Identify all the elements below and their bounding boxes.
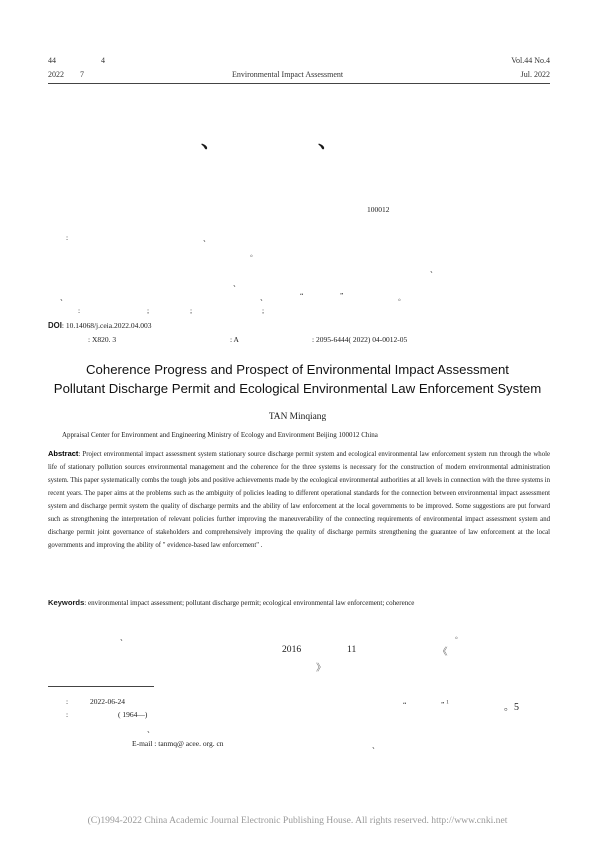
abstract-text: : Project environmental impact assessment system stationary source discharge permit system and ecological environmental law enforcement system run through the whole life of stationary pollution sources environmental management and the coherence for the three systems is necessary for the construction of modern environmental administration system. This paper systematically combs the tough jobs and positive achievements made by the ecological environmental authorities at all levels in connection with the three systems in recent years. The paper aims at the problems such as the ambiguity of policies leading to different operational standards for the connection between environmental impact assessment system and discharge permit system the quality of discharge permits and the ability of law enforcement at the local governments to be improved. Some suggestions are put forward such as strengthening the interpretation of relevant policies further improving the maneuverability of the connecting requirements of environmental impact assessment system and discharge permit joint governance of stakeholders and comprehensively improving the quality of discharge permits strengthening the guarantee of law enforcement at the local governments and improving the ability of " evidence-based law enforcement" . — [48, 451, 550, 549]
title-cn-mark-2: 、 — [318, 130, 338, 152]
body-bracket-close: 》 — [316, 663, 326, 674]
header-vol-issue-en: Vol.44 No.4 — [511, 56, 550, 65]
copyright-footer: (C)1994-2022 China Academic Journal Electronic Publishing House. All rights reserved. http://www.cnki.net — [87, 815, 508, 826]
header-volume: 44 — [48, 56, 56, 65]
header-date-en: Jul. 2022 — [520, 70, 550, 79]
header-issue: 4 — [101, 56, 105, 65]
cn-abstract-quote-close: ” — [340, 291, 344, 300]
title-cn-mark-1: 、 — [201, 130, 221, 152]
cn-abstract-mark: 、 — [233, 279, 241, 288]
cn-abstract-quote-open: “ — [300, 291, 304, 300]
footnote-author-colon: : — [66, 710, 69, 719]
body-bracket-open: 《 — [438, 647, 448, 658]
footnote-right-quote-close — [441, 700, 449, 709]
affiliation-postcode: 100012 — [367, 205, 390, 214]
cn-abstract-mark: 。 — [398, 293, 406, 302]
document-code: : A — [230, 335, 239, 344]
cn-abstract-mark: 、 — [60, 293, 68, 302]
keywords-label: Keywords — [48, 598, 85, 607]
footnote-right-quote-close-mark: ” — [441, 700, 447, 709]
footnote-right-ref: 1 — [446, 700, 449, 706]
title-en-line-2: Pollutant Discharge Permit and Ecological Environmental Law Enforcement System — [53, 381, 542, 396]
affiliation-en: Appraisal Center for Environment and Engineering Ministry of Ecology and Environment Beijing 100012 China — [62, 431, 378, 439]
footnote-right-mark: 。5 — [504, 702, 519, 713]
cn-abstract-mark: 、 — [260, 293, 268, 302]
body-month: 11 — [347, 644, 357, 655]
author-en: TAN Minqiang — [268, 412, 327, 422]
clc-number: : X820. 3 — [88, 335, 117, 344]
abstract-label: Abstract — [48, 449, 79, 458]
cn-abstract-colon: : — [66, 233, 69, 242]
footnote-right-quote-open: “ — [403, 700, 407, 709]
keywords-en — [48, 598, 414, 607]
title-en-line-1: Coherence Progress and Prospect of Environmental Impact Assessment — [86, 362, 509, 377]
body-mark: 。 — [455, 631, 463, 640]
cn-abstract-mark: 、 — [430, 265, 438, 274]
cn-keywords-sep: ; — [147, 306, 150, 315]
header-rule — [48, 83, 550, 84]
footnote-email: E-mail : tanmq@ acee. org. cn — [132, 739, 224, 748]
footnote-right-mark-2: 、 — [372, 741, 380, 750]
body-mark: 、 — [120, 633, 128, 642]
footnote-rule — [48, 686, 154, 687]
abstract-en — [48, 447, 550, 552]
footnote-author-mark: 、 — [147, 725, 155, 734]
header-journal-name: Environmental Impact Assessment — [232, 70, 344, 79]
keywords-text: : environmental impact assessment; pollutant discharge permit; ecological environmental law enforcement; coherence — [84, 599, 415, 607]
body-year: 2016 — [282, 644, 302, 655]
doi-value: : 10.14068/j.ceia.2022.04.003 — [61, 321, 152, 330]
cn-abstract-mark: 、 — [203, 234, 211, 243]
article-id: : 2095-6444( 2022) 04-0012-05 — [312, 335, 408, 344]
cn-abstract-mark: 。 — [250, 249, 258, 258]
doi-label: DOI — [48, 321, 62, 330]
header-year: 2022 — [48, 70, 64, 79]
cn-keywords-sep: ; — [262, 306, 265, 315]
footnote-received-colon: : — [66, 697, 69, 706]
footnote-author-birth: ( 1964—) — [118, 710, 148, 719]
cn-keywords-colon: : — [78, 306, 81, 315]
doi-line — [48, 321, 151, 330]
cn-keywords-sep: ; — [190, 306, 193, 315]
header-month: 7 — [80, 70, 84, 79]
footnote-received-date: 2022-06-24 — [90, 697, 125, 706]
